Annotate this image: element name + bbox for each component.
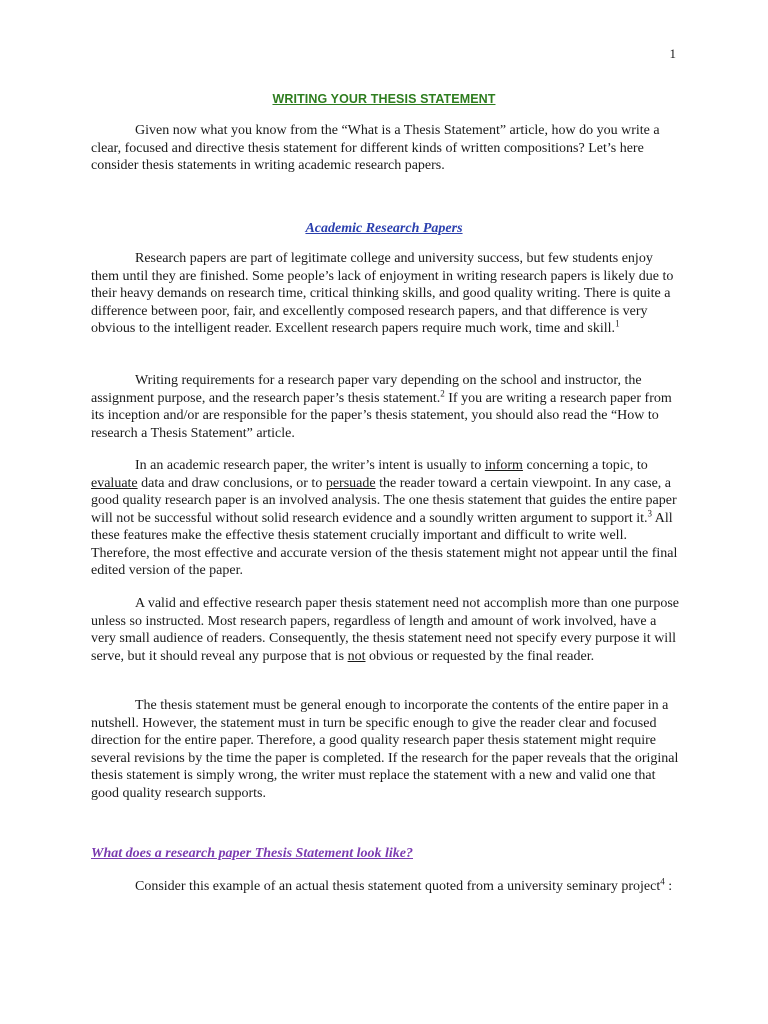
page-number: 1 [669,46,676,61]
paragraph-text: Research papers are part of legitimate college and university success, but few students enjoy them until they are finished. Some people’s lack of enjoyment in writing research papers is likely due to their heavy demands on research time, critical thinking skills, and good quality writing. There is quite a difference between poor, fair, and excellently composed research papers, and that difference is very obvious to the intelligent reader. Excellent research papers require much work, time and skill. [91,251,674,336]
example-intro-paragraph [91,878,679,896]
academic-paragraph-5 [91,697,679,802]
footnote-ref-3: 3 [647,507,653,518]
underlined-word-evaluate: evaluate [91,475,138,491]
section-heading-academic-research-papers: Academic Research Papers [305,221,463,236]
paragraph-text: Consider this example of an actual thesis statement quoted from a university seminary project [135,879,661,894]
paragraph-text: The thesis statement must be general enough to incorporate the contents of the entire paper in a nutshell. However, the statement must in turn be specific enough to give the reader clear and focused direction for the entire paper. Therefore, a good quality research paper thesis statement might require several revisions by the time the paper is completed. If the research for the paper reveals that the original thesis statement is simply wrong, the writer must replace the statement with a new and valid one that good quality research supports. [91,698,679,801]
academic-paragraph-2 [91,372,679,442]
paragraph-text: A valid and effective research paper thesis statement need not accomplish more than one purpose unless so instructed. Most research papers, regardless of length and amount of work involved, have a very small audience of readers. Consequently, the thesis statement need not specify every purpose it will serve, but it should reveal any purpose that is [91,596,679,664]
document-title: WRITING YOUR THESIS STATEMENT [272,92,496,106]
paragraph-text: : [664,879,673,894]
paragraph-text: If you are writing a research paper from its inception and/or are responsible for the paper’s thesis statement, you should also read the “How to research a Thesis Statement” article. [91,390,672,441]
underlined-word-inform: inform [484,458,523,473]
paragraph-text: obvious or requested by the final reader. [365,648,595,664]
footnote-ref-2: 2 [440,387,445,398]
paragraph-text: data and draw conclusions, or to [137,475,326,491]
paragraph-text: All these features make the effective thesis statement crucially important and difficult to write well. Therefore, the most effective and accurate version of the thesis statement might not appear until the final edited version of the paper. [91,510,678,578]
intro-text: Given now what you know from the “What is a Thesis Statement” article, how do you write a clear, focused and directive thesis statement for different kinds of written compositions? Let’s here consider thesis statements in writing academic research papers. [91,123,660,173]
paragraph-text: In an academic research paper, the writer’s intent is usually to [135,458,485,473]
paragraph-text: Writing requirements for a research paper vary depending on the school and instructor, the assignment purpose, and the research paper’s thesis statement. [91,373,642,406]
intro-paragraph [91,122,679,175]
paragraph-text: the reader toward a certain viewpoint. In any case, a good quality research paper is an involved analysis. The one thesis statement that guides the entire paper will not be successful without solid research evidence and a soundly written argument to support it. [91,475,677,526]
underlined-word-not: not [347,648,366,664]
academic-paragraph-1 [91,250,679,338]
academic-paragraph-3 [91,457,679,580]
footnote-ref-1: 1 [615,318,620,329]
section-heading-what-does-thesis-look-like: What does a research paper Thesis Statement look like? [91,846,413,861]
paragraph-text: concerning a topic, to [522,458,648,473]
footnote-ref-4: 4 [660,876,665,887]
underlined-word-persuade: persuade [325,475,376,491]
academic-paragraph-4 [91,595,679,665]
